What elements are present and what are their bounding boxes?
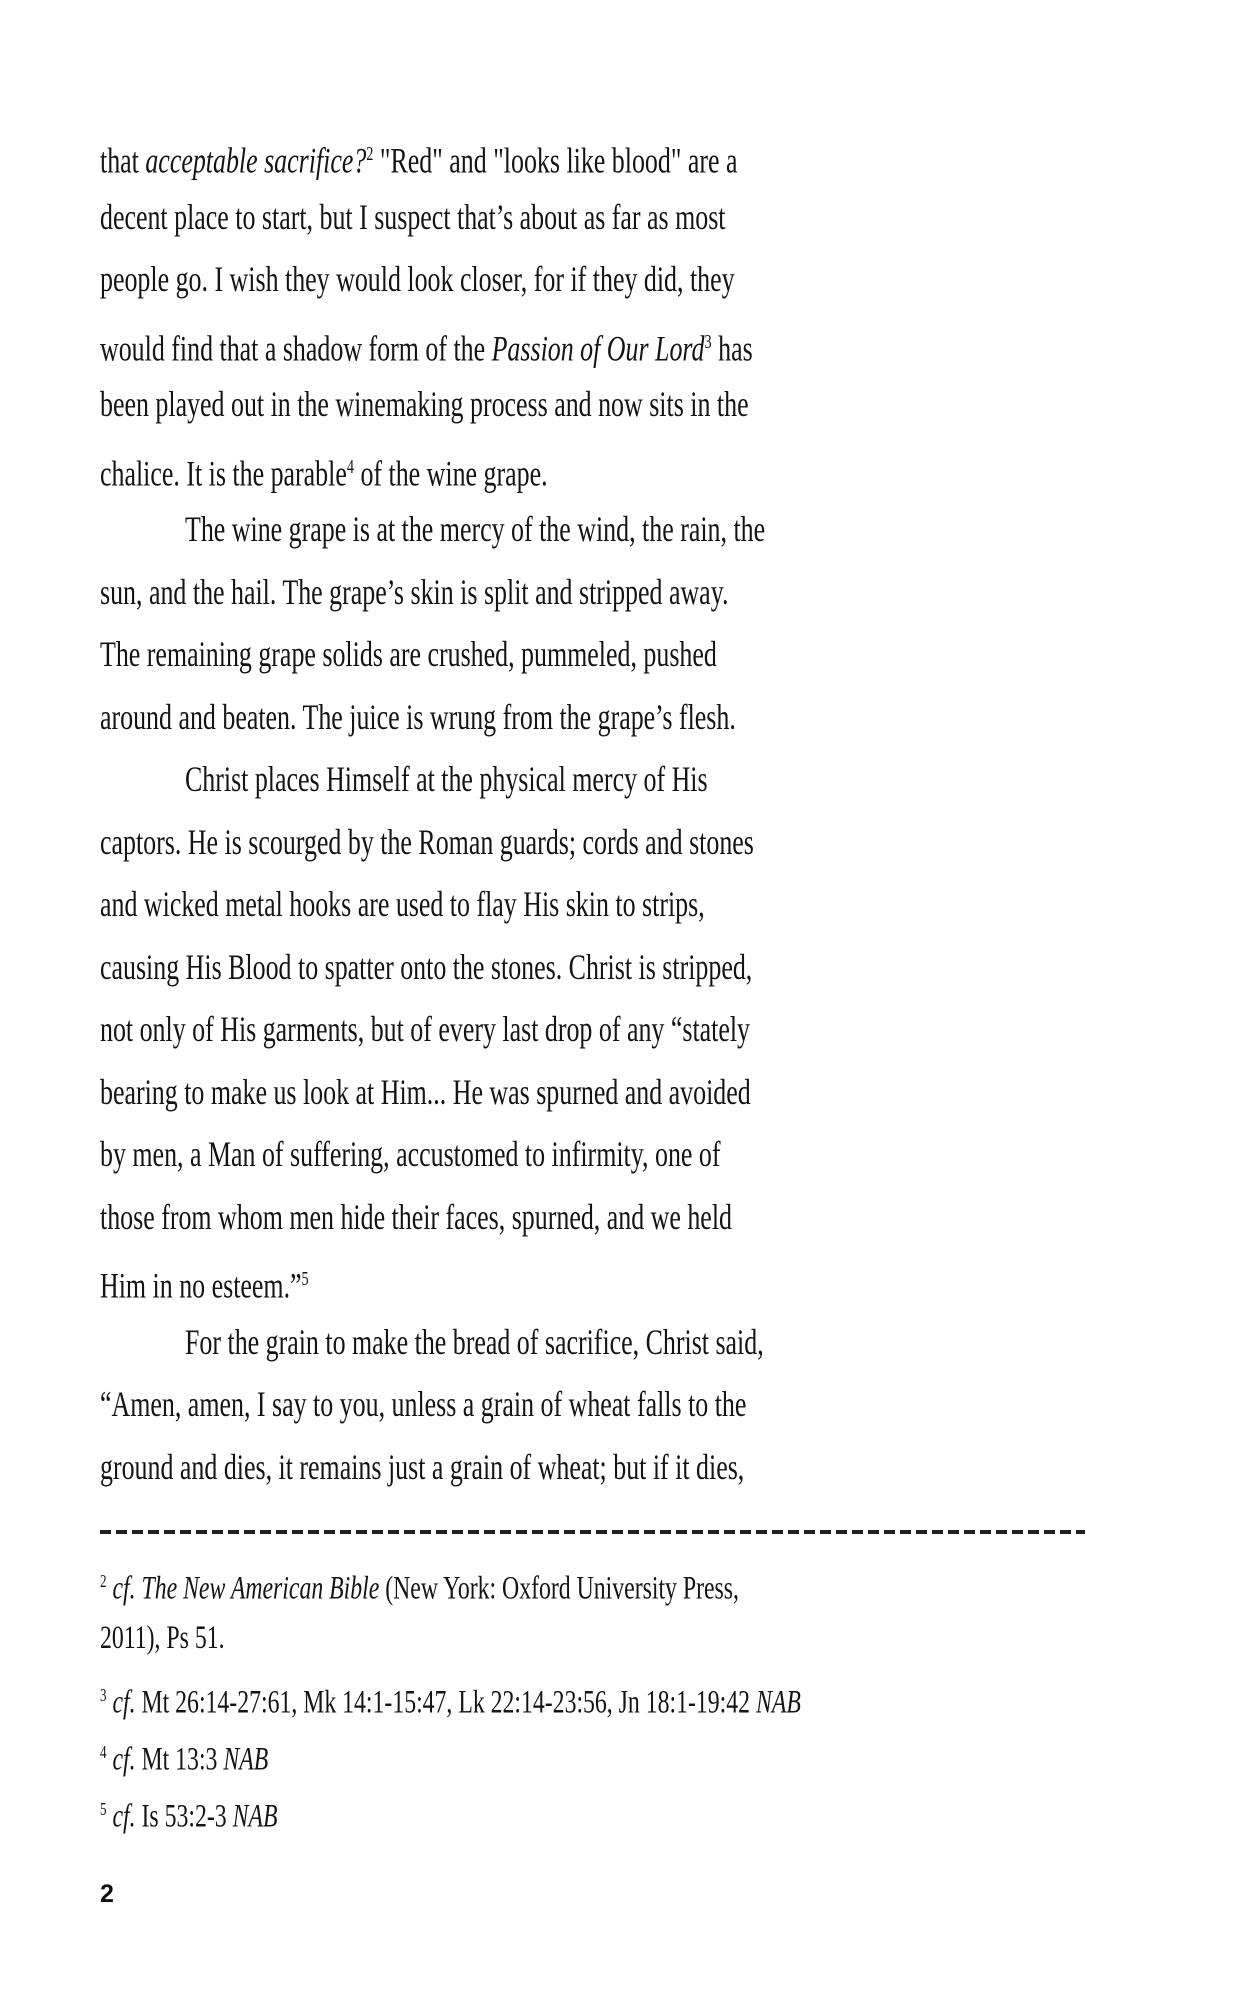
text-run: NAB — [232, 1798, 278, 1835]
text-line — [100, 561, 754, 624]
footnote-marker: 2 — [366, 143, 374, 165]
text-line — [100, 811, 754, 874]
text-run: cf. The New American Bible — [112, 1570, 380, 1607]
text-line — [100, 1186, 754, 1249]
text-run: cf. — [112, 1798, 136, 1835]
footnote-line — [100, 1610, 801, 1667]
text-run: not only of His garments, but of every last drop of any “stately — [100, 1009, 751, 1049]
body-text — [100, 123, 1008, 1498]
text-run: acceptable sacrifice? — [145, 140, 367, 181]
footnote-line — [100, 1724, 801, 1781]
footnote-marker: 3 — [100, 1685, 107, 1705]
text-run: Him in no esteem.” — [100, 1265, 302, 1306]
text-line — [185, 748, 778, 811]
text-run: NAB — [755, 1684, 801, 1721]
text-run: decent place to start, but I suspect that’s about as far as most — [100, 196, 726, 237]
text-line — [100, 873, 754, 936]
text-run: The wine grape is at the mercy of the wind, the rain, the — [185, 509, 766, 549]
footnote-marker: 4 — [100, 1742, 107, 1762]
text-run: “Amen, amen, I say to you, unless a grain of wheat falls to the — [100, 1384, 747, 1424]
text-run: around and beaten. The juice is wrung from the grape’s flesh. — [100, 696, 736, 737]
text-run: cf. — [112, 1684, 136, 1721]
text-line — [185, 498, 778, 561]
text-run: of the wine grape. — [353, 452, 548, 493]
footnote-marker: 2 — [100, 1571, 107, 1591]
text-run: those from whom men hide their faces, spurned, and we held — [100, 1196, 732, 1237]
text-run: Christ places Himself at the physical mercy of His — [185, 759, 708, 799]
text-line — [100, 1123, 754, 1186]
text-run: The remaining grape solids are crushed, pummeled, pushed — [100, 634, 717, 674]
text-run: captors. He is scourged by the Roman guards; cords and stones — [100, 821, 754, 862]
text-line — [100, 123, 754, 186]
text-run: would find that a shadow form of the — [100, 327, 492, 368]
text-line — [100, 1061, 754, 1124]
text-run: that — [100, 140, 146, 181]
text-line — [100, 1436, 754, 1499]
text-line — [100, 936, 754, 999]
text-line — [100, 686, 754, 749]
page-number: 2 — [100, 1880, 114, 1908]
text-run: Passion of Our Lord — [491, 327, 705, 368]
footnote-line — [100, 1553, 801, 1610]
text-line — [100, 623, 754, 686]
text-run: been played out in the winemaking process and now sits in the — [100, 384, 749, 424]
text-run: and wicked metal hooks are used to flay His skin to strips, — [100, 884, 705, 924]
text-run: cf. — [112, 1741, 136, 1778]
text-run: by men, a Man of suffering, accustomed to infirmity, one of — [100, 1134, 721, 1174]
text-run: Mt 13:3 — [135, 1741, 224, 1778]
text-line — [100, 436, 754, 499]
text-line — [100, 1248, 754, 1311]
text-run: ground and dies, it remains just a grain of wheat; but if it dies, — [100, 1446, 745, 1487]
text-line — [100, 373, 754, 436]
text-run: bearing to make us look at Him... He was spurned and avoided — [100, 1071, 751, 1112]
footnote-separator — [100, 1530, 1085, 1534]
footnote-marker: 5 — [100, 1799, 107, 1819]
text-line — [100, 248, 754, 311]
text-line — [100, 998, 754, 1061]
text-line — [185, 1311, 778, 1374]
text-run: Mt 26:14-27:61, Mk 14:1-15:47, Lk 22:14-23:56, Jn 18:1-19:42 — [135, 1684, 756, 1721]
text-run: has — [711, 327, 753, 368]
text-run: (New York: Oxford University Press, — [379, 1570, 739, 1607]
text-line — [100, 311, 754, 374]
text-line — [100, 186, 754, 249]
footnote-marker: 4 — [346, 455, 354, 478]
text-run: Is 53:2-3 — [135, 1798, 233, 1835]
text-run: causing His Blood to spatter onto the stones. Christ is stripped, — [100, 946, 753, 987]
footnote-line — [100, 1781, 801, 1838]
text-run: NAB — [223, 1741, 269, 1778]
text-run: people go. I wish they would look closer, for if they did, they — [100, 259, 735, 299]
text-run: sun, and the hail. The grape’s skin is split and stripped away. — [100, 571, 729, 612]
text-run: "Red" and "looks like blood" are a — [373, 140, 738, 181]
footnote-marker: 3 — [704, 330, 712, 353]
text-run: For the grain to make the bread of sacrifice, Christ said, — [185, 1321, 764, 1362]
footnote-line — [100, 1667, 801, 1724]
text-run: chalice. It is the parable — [100, 452, 347, 493]
footnotes — [100, 1553, 1073, 1838]
text-line — [100, 1373, 754, 1436]
footnote-marker: 5 — [301, 1268, 309, 1290]
text-run: 2011), Ps 51. — [100, 1620, 225, 1656]
